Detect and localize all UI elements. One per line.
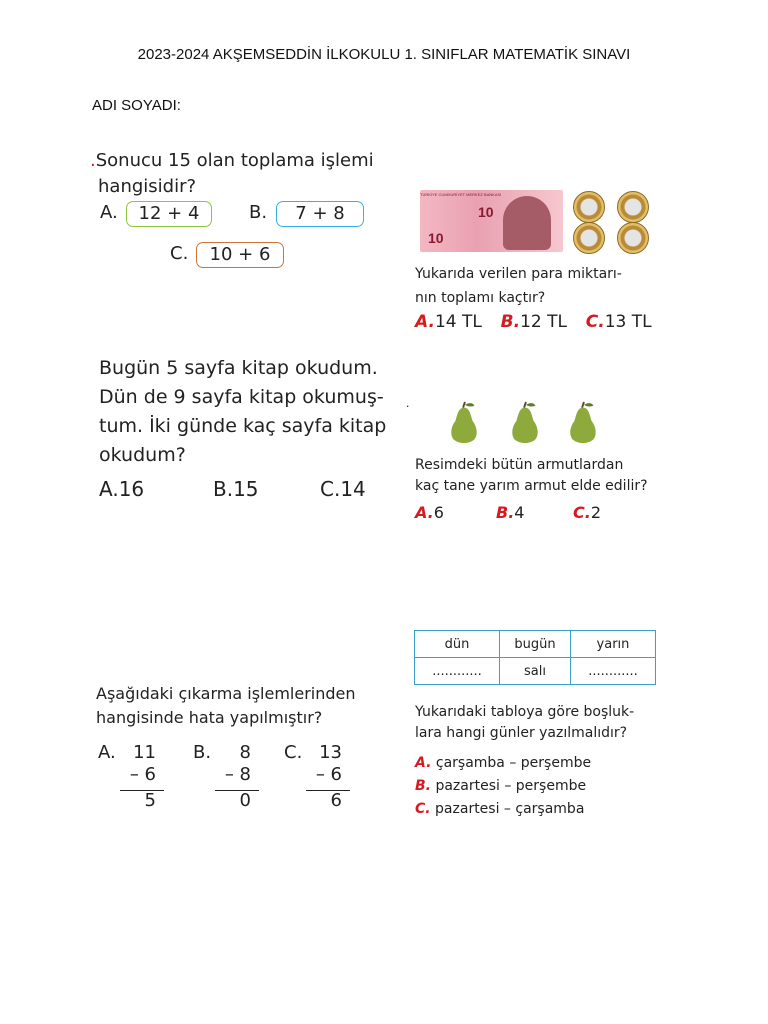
question-2-line-1: Yukarıda verilen para miktarı- xyxy=(415,266,622,282)
question-1-text xyxy=(90,148,390,200)
pear-icon xyxy=(563,400,603,444)
q6-option-a-subtrahend: – 6 xyxy=(129,764,156,785)
q6-option-b-subtrahend: – 8 xyxy=(224,764,251,785)
q2-option-a-letter: A. xyxy=(415,312,435,332)
question-3-text xyxy=(99,354,389,470)
q6-option-b-letter: B. xyxy=(193,742,212,763)
q1-option-c-box[interactable]: 10 + 6 xyxy=(196,242,284,268)
q1-option-b-box[interactable]: 7 + 8 xyxy=(276,201,364,227)
question-5-text xyxy=(415,702,675,744)
ten-lira-banknote xyxy=(420,190,563,252)
q6-option-b-result: 0 xyxy=(239,790,251,811)
pear-body xyxy=(451,408,476,443)
q4-option-c[interactable] xyxy=(573,503,601,522)
q1-option-b-letter: B. xyxy=(249,202,268,223)
q3-option-a-letter: A. xyxy=(99,477,119,501)
banknote-portrait xyxy=(503,196,551,250)
q6-option-a[interactable] xyxy=(98,742,178,822)
question-6-text xyxy=(96,682,396,730)
one-lira-coin xyxy=(617,191,649,223)
question-1-line-1: Sonucu 15 olan toplama işlemi xyxy=(95,150,374,171)
question-2-line-2: nın toplamı kaçtır? xyxy=(415,290,546,306)
q6-option-a-result: 5 xyxy=(144,790,156,811)
pear-icon xyxy=(505,400,545,444)
banknote-value: 10 xyxy=(428,230,444,246)
q6-option-c-subtrahend: – 6 xyxy=(315,764,342,785)
q6-option-a-minuend: 11 xyxy=(133,742,156,763)
question-5-line-1: Yukarıdaki tabloya göre boşluk- xyxy=(415,704,635,720)
q5-option-b[interactable] xyxy=(415,775,591,798)
q6-option-c[interactable] xyxy=(284,742,364,822)
days-table-header-cell: yarın xyxy=(570,631,655,658)
question-5-line-2: lara hangi günler yazılmalıdır? xyxy=(415,725,628,741)
q4-option-a-value: 6 xyxy=(433,503,444,522)
q6-option-b-minuend: 8 xyxy=(239,742,251,763)
question-4-text xyxy=(415,455,675,497)
question-4-line-2: kaç tane yarım armut elde edilir? xyxy=(415,478,648,494)
days-table-cell-blank[interactable]: ............ xyxy=(570,658,655,685)
question-2-options xyxy=(415,312,652,332)
q2-option-b-letter: B. xyxy=(500,312,521,332)
pear-body xyxy=(570,408,595,443)
q3-option-c-letter: C. xyxy=(320,477,341,501)
q3-option-c[interactable] xyxy=(320,477,366,501)
question-5-options xyxy=(415,752,591,821)
question-3-line-3: tum. İki günde kaç sayfa kitap xyxy=(99,415,387,437)
q2-option-c-value[interactable]: 13 TL xyxy=(604,312,652,332)
days-table xyxy=(414,630,656,685)
question-4-dot: . xyxy=(406,396,410,410)
question-6-line-2: hangisinde hata yapılmıştır? xyxy=(96,708,323,727)
question-6-line-1: Aşağıdaki çıkarma işlemlerinden xyxy=(96,684,356,703)
q5-option-b-value: pazartesi – perşembe xyxy=(435,778,587,794)
q4-option-b[interactable] xyxy=(496,503,524,522)
q1-option-a-letter: A. xyxy=(100,202,118,223)
days-table-row xyxy=(415,658,656,685)
one-lira-coin xyxy=(573,222,605,254)
q2-option-a-value[interactable]: 14 TL xyxy=(434,312,482,332)
q4-option-b-letter: B. xyxy=(496,503,515,522)
q3-option-c-value: 14 xyxy=(340,477,366,501)
q4-option-b-value: 4 xyxy=(514,503,525,522)
q5-option-c-value: pazartesi – çarşamba xyxy=(435,801,585,817)
question-1-dot: . xyxy=(90,150,96,171)
q1-option-a-box[interactable]: 12 + 4 xyxy=(126,201,212,227)
question-3-line-4: okudum? xyxy=(99,444,186,466)
q3-option-b[interactable] xyxy=(213,477,259,501)
q5-option-c[interactable] xyxy=(415,798,591,821)
one-lira-coin xyxy=(617,222,649,254)
days-table-header-cell: bugün xyxy=(500,631,571,658)
question-1-line-2: hangisidir? xyxy=(98,176,197,197)
days-table-header-cell: dün xyxy=(415,631,500,658)
q6-option-a-letter: A. xyxy=(98,742,116,763)
q5-option-a-letter: A. xyxy=(415,755,432,771)
q2-option-c-letter: C. xyxy=(585,312,605,332)
q2-option-b-value[interactable]: 12 TL xyxy=(520,312,567,332)
one-lira-coin xyxy=(573,191,605,223)
q4-option-a-letter: A. xyxy=(415,503,434,522)
q3-option-a-value: 16 xyxy=(118,477,145,501)
days-table-cell-blank[interactable]: ............ xyxy=(415,658,500,685)
banknote-value-center: 10 xyxy=(478,204,494,220)
q6-option-b[interactable] xyxy=(193,742,273,822)
question-3-line-2: Dün de 9 sayfa kitap okumuş- xyxy=(99,386,384,408)
q6-option-c-minuend: 13 xyxy=(319,742,342,763)
q3-option-b-letter: B. xyxy=(213,477,234,501)
exam-title: 2023-2024 AKŞEMSEDDİN İLKOKULU 1. SINIFLAR MATEMATİK SINAVI xyxy=(137,46,631,63)
q6-option-c-result: 6 xyxy=(330,790,342,811)
q5-option-c-letter: C. xyxy=(415,801,431,817)
pear-icon xyxy=(444,400,484,444)
q4-option-c-letter: C. xyxy=(573,503,591,522)
question-4-line-1: Resimdeki bütün armutlardan xyxy=(415,457,624,473)
q6-option-c-letter: C. xyxy=(284,742,303,763)
q3-option-b-value: 15 xyxy=(233,477,259,501)
question-2-text xyxy=(415,262,675,310)
q5-option-a[interactable] xyxy=(415,752,591,775)
days-table-cell: salı xyxy=(500,658,571,685)
q4-option-c-value: 2 xyxy=(590,503,602,522)
q3-option-a[interactable] xyxy=(99,477,144,501)
q5-option-a-value: çarşamba – perşembe xyxy=(435,755,592,771)
name-label: ADI SOYADI: xyxy=(92,97,181,114)
question-3-line-1: Bugün 5 sayfa kitap okudum. xyxy=(99,357,378,379)
q1-option-c-letter: C. xyxy=(170,243,189,264)
banknote-bank-name: TÜRKİYE CUMHURİYET MERKEZ BANKASI xyxy=(420,192,502,197)
q5-option-b-letter: B. xyxy=(415,778,431,794)
days-table-header-row xyxy=(415,631,656,658)
q4-option-a[interactable] xyxy=(415,503,444,522)
pear-body xyxy=(512,408,537,443)
